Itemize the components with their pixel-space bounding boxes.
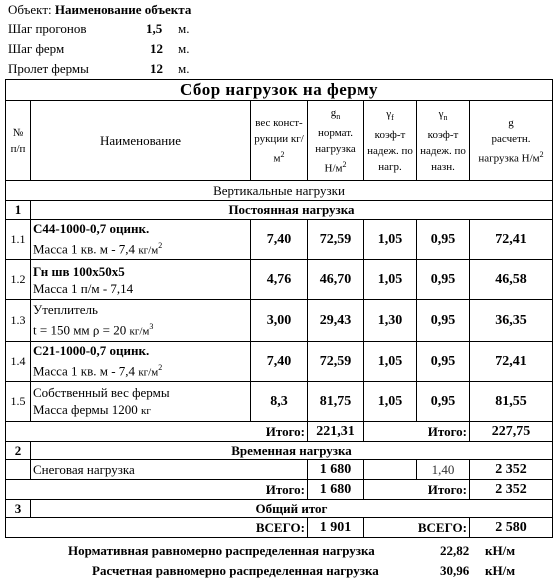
snow-name: Снеговая нагрузка [31, 460, 308, 480]
section-num: 3 [6, 500, 31, 518]
row-gn: 72,59 [308, 342, 364, 382]
param-label: Шаг ферм [8, 41, 65, 56]
normative-load-unit: кН/м [485, 543, 516, 558]
row-gn: 46,70 [308, 260, 364, 300]
row-name: С21-1000-0,7 оцинк. Масса 1 кв. м - 7,4 $кг/м^2$ [31, 342, 251, 382]
col-weight-header: вес конст-рукции $кг/м^2$ [251, 101, 308, 181]
param-unit: м. [178, 61, 190, 76]
grand-total-row [6, 518, 553, 538]
subtotal-g: 227,75 [470, 422, 553, 442]
col-gn-header: $g_n$ нормат. нагрузка $Н/м^2$ [308, 101, 364, 181]
header-row [6, 101, 553, 181]
param-label: Пролет фермы [8, 61, 89, 76]
section-title: Временная нагрузка [31, 442, 553, 460]
table-row [6, 382, 553, 422]
row-index: 1.1 [6, 220, 31, 260]
row-gf: 1,05 [364, 260, 417, 300]
param-unit: м. [178, 21, 190, 36]
section-num: 2 [6, 442, 31, 460]
snow-gamma: 1,40 [417, 460, 470, 480]
col-gf-header: $\gamma_f$ коэф-т надеж. по нагр. [364, 101, 417, 181]
row-g: 81,55 [470, 382, 553, 422]
row-name: Гн шв 100х50х5 Масса 1 п/м - 7,14 [31, 260, 251, 300]
normative-load-label: Нормативная равномерно распределенная нагрузка [68, 543, 375, 558]
table-row [6, 342, 553, 382]
object-value: Наименование объекта [54, 2, 192, 17]
row-index: 1.4 [6, 342, 31, 382]
row-index: 1.2 [6, 260, 31, 300]
grand-label-2: ВСЕГО: [364, 518, 470, 538]
row-weight: 7,40 [251, 342, 308, 382]
param-row-span [8, 61, 89, 77]
design-load-value: 30,96 [440, 563, 470, 578]
row-gn: 81,75 [308, 382, 364, 422]
row-g: 72,41 [470, 342, 553, 382]
vertical-loads-label: Вертикальные нагрузки [6, 181, 553, 201]
row-gamma-n: 0,95 [417, 300, 470, 342]
load-table [5, 79, 553, 538]
col-gamma-n-header: $\gamma_n$ коэф-т надеж. по назн. [417, 101, 470, 181]
object-line [8, 2, 191, 18]
param-value: 12 [150, 41, 163, 56]
row-weight: 4,76 [251, 260, 308, 300]
subtotal-gn: 1 680 [308, 480, 364, 500]
snow-g: 2 352 [470, 460, 553, 480]
section-row [6, 201, 553, 220]
subtotal-row [6, 422, 553, 442]
row-gamma-n: 0,95 [417, 220, 470, 260]
row-gf: 1,30 [364, 300, 417, 342]
row-index: 1.5 [6, 382, 31, 422]
param-value: 1,5 [146, 21, 163, 36]
col-num-header: № п/п [6, 101, 31, 181]
section-row [6, 500, 553, 518]
param-row-purlin [8, 21, 87, 37]
subtotal-row [6, 480, 553, 500]
subtotal-label-2: Итого: [364, 422, 470, 442]
row-name: Собственный вес фермы Масса фермы 1200 кг [31, 382, 251, 422]
snow-gn: 1 680 [308, 460, 364, 480]
param-value: 12 [150, 61, 163, 76]
row-gn: 29,43 [308, 300, 364, 342]
row-gf: 1,05 [364, 382, 417, 422]
col-name-header: Наименование [31, 101, 251, 181]
col-g-header: g расчетн. нагрузка $Н/м^2$ [470, 101, 553, 181]
table-row [6, 260, 553, 300]
row-weight: 3,00 [251, 300, 308, 342]
subtotal-label-2: Итого: [364, 480, 470, 500]
param-row-truss-step [8, 41, 64, 57]
table-row [6, 220, 553, 260]
row-g: 46,58 [470, 260, 553, 300]
table-row [6, 460, 553, 480]
subtotal-g: 2 352 [470, 480, 553, 500]
row-name: С44-1000-0,7 оцинк. Масса 1 кв. м - 7,4 $кг/м^2$ [31, 220, 251, 260]
design-load-unit: кН/м [485, 563, 516, 578]
section-title: Общий итог [31, 500, 553, 518]
row-weight: 7,40 [251, 220, 308, 260]
section-title: Постоянная нагрузка [31, 201, 553, 220]
section-num: 1 [6, 201, 31, 220]
grand-label: ВСЕГО: [6, 518, 308, 538]
row-gf: 1,05 [364, 342, 417, 382]
normative-load-value: 22,82 [440, 543, 470, 558]
grand-g: 2 580 [470, 518, 553, 538]
grand-gn: 1 901 [308, 518, 364, 538]
table-row [6, 300, 553, 342]
param-unit: м. [178, 41, 190, 56]
subtotal-label: Итого: [6, 422, 308, 442]
subtotal-gn: 221,31 [308, 422, 364, 442]
param-label: Шаг прогонов [8, 21, 87, 36]
row-g: 36,35 [470, 300, 553, 342]
row-gamma-n: 0,95 [417, 260, 470, 300]
subtotal-label: Итого: [6, 480, 308, 500]
row-gamma-n: 0,95 [417, 342, 470, 382]
row-gamma-n: 0,95 [417, 382, 470, 422]
row-name: Утеплитель t = 150 мм ρ = 20 $кг/м^3$ [31, 300, 251, 342]
row-weight: 8,3 [251, 382, 308, 422]
table-title: Сбор нагрузок на ферму [6, 80, 553, 101]
section-row [6, 442, 553, 460]
row-index: 1.3 [6, 300, 31, 342]
design-load-label: Расчетная равномерно распределенная нагрузка [92, 563, 379, 578]
row-g: 72,41 [470, 220, 553, 260]
object-label: Объект: [8, 2, 52, 17]
row-gf: 1,05 [364, 220, 417, 260]
row-gn: 72,59 [308, 220, 364, 260]
